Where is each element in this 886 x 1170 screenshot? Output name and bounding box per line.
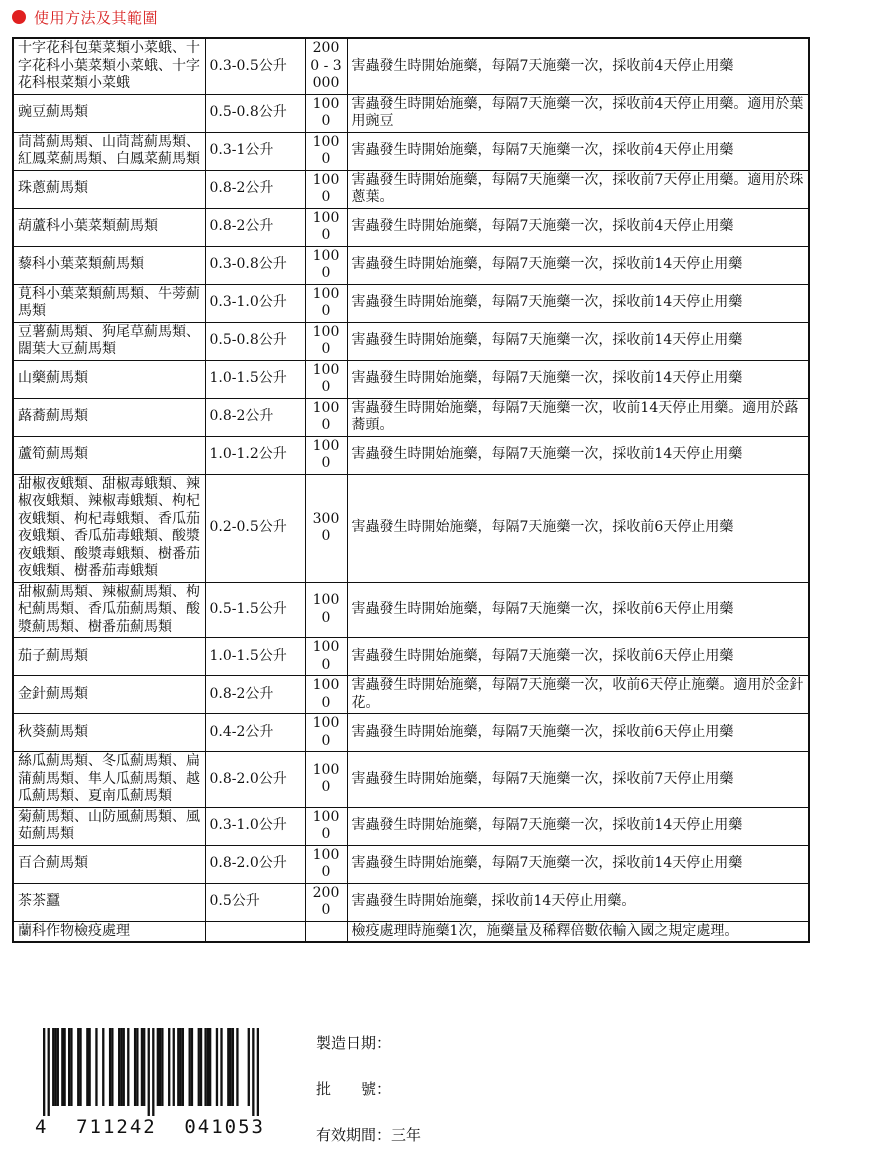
dilution-rate-cell: 1000 <box>305 845 347 883</box>
table-row <box>13 883 809 921</box>
dose-cell: 1.0-1.5公升 <box>205 638 305 676</box>
barcode-digit-right: 041053 <box>184 1116 265 1138</box>
crop-cell: 茶茶蠶 <box>13 883 205 921</box>
dilution-rate-cell: 1000 <box>305 807 347 845</box>
dose-cell: 0.8-2.0公升 <box>205 845 305 883</box>
barcode-bar <box>189 1028 191 1106</box>
barcode-bar <box>157 1028 159 1106</box>
method-cell: 害蟲發生時開始施藥，每隔7天施藥一次，採收前4天停止用藥。適用於葉用豌豆 <box>347 94 809 132</box>
barcode-bar <box>159 1028 161 1106</box>
dose-cell: 0.5-1.5公升 <box>205 582 305 638</box>
dilution-rate-cell: 1000 <box>305 208 347 246</box>
barcode-bar <box>109 1028 111 1106</box>
barcode-bar <box>79 1028 81 1106</box>
dose-cell: 0.3-1公升 <box>205 132 305 170</box>
dose-cell: 0.3-1.0公升 <box>205 807 305 845</box>
table-row <box>13 752 809 808</box>
barcode-bar <box>88 1028 90 1106</box>
dilution-rate-cell: 1000 <box>305 752 347 808</box>
dilution-rate-cell: 1000 <box>305 714 347 752</box>
table-row <box>13 398 809 436</box>
table-row <box>13 208 809 246</box>
dose-cell: 0.5公升 <box>205 883 305 921</box>
barcode-digit-lead: 4 <box>35 1116 49 1138</box>
dose-cell: 0.8-2公升 <box>205 398 305 436</box>
dose-cell: 1.0-1.5公升 <box>205 360 305 398</box>
table-row <box>13 474 809 582</box>
barcode-bar <box>61 1028 63 1106</box>
barcode-bar <box>63 1028 65 1106</box>
barcode-bar <box>152 1028 154 1116</box>
barcode-bar <box>216 1028 218 1106</box>
table-row <box>13 170 809 208</box>
dose-cell: 0.3-0.5公升 <box>205 38 305 94</box>
barcode-bar <box>48 1028 50 1116</box>
barcode-digits <box>35 1116 265 1138</box>
barcode-bar <box>220 1028 222 1106</box>
crop-cell: 菊薊馬類、山防風薊馬類、風茹薊馬類 <box>13 807 205 845</box>
barcode-bar <box>123 1028 125 1106</box>
table-row <box>13 676 809 714</box>
dilution-rate-cell: 1000 <box>305 638 347 676</box>
table-row <box>13 246 809 284</box>
barcode-bar <box>168 1028 170 1106</box>
product-info <box>316 1032 421 1170</box>
crop-cell: 茼蒿薊馬類、山茼蒿薊馬類、紅鳳菜薊馬類、白鳳菜薊馬類 <box>13 132 205 170</box>
barcode-bar <box>232 1028 234 1106</box>
crop-cell: 茄子薊馬類 <box>13 638 205 676</box>
barcode-bar <box>102 1028 104 1106</box>
table-row <box>13 284 809 322</box>
dilution-rate-cell: 2000 <box>305 883 347 921</box>
barcode-bar <box>229 1028 231 1106</box>
barcode-bar <box>118 1028 120 1106</box>
method-cell: 害蟲發生時開始施藥，每隔7天施藥一次，採收前6天停止用藥 <box>347 638 809 676</box>
crop-cell: 金針薊馬類 <box>13 676 205 714</box>
crop-cell: 珠蔥薊馬類 <box>13 170 205 208</box>
dose-cell <box>205 921 305 942</box>
method-cell: 害蟲發生時開始施藥，每隔7天施藥一次，採收前4天停止用藥 <box>347 38 809 94</box>
dilution-rate-cell: 1000 <box>305 246 347 284</box>
dose-cell: 0.3-0.8公升 <box>205 246 305 284</box>
barcode-bar <box>191 1028 193 1106</box>
barcode-bar <box>127 1028 129 1106</box>
dose-cell: 0.8-2公升 <box>205 208 305 246</box>
barcode-bar <box>54 1028 56 1106</box>
table-row <box>13 322 809 360</box>
method-cell: 害蟲發生時開始施藥，每隔7天施藥一次，收前14天停止用藥。適用於蕗蕎頭。 <box>347 398 809 436</box>
barcode-bar <box>204 1028 206 1106</box>
expiry-label: 有效期間： <box>316 1126 392 1144</box>
barcode <box>35 1028 265 1138</box>
method-cell: 害蟲發生時開始施藥，每隔7天施藥一次，採收前6天停止用藥 <box>347 474 809 582</box>
barcode-bar <box>161 1028 163 1106</box>
dose-cell: 1.0-1.2公升 <box>205 436 305 474</box>
barcode-digit-left: 711242 <box>76 1116 157 1138</box>
barcode-bar <box>198 1028 200 1106</box>
method-cell: 害蟲發生時開始施藥，每隔7天施藥一次，採收前4天停止用藥 <box>347 208 809 246</box>
barcode-bar <box>200 1028 202 1106</box>
barcode-bar <box>148 1028 150 1116</box>
crop-cell: 葫蘆科小葉菜類薊馬類 <box>13 208 205 246</box>
method-cell: 害蟲發生時開始施藥，每隔7天施藥一次，採收前6天停止用藥 <box>347 582 809 638</box>
method-cell: 害蟲發生時開始施藥，每隔7天施藥一次，採收前4天停止用藥 <box>347 132 809 170</box>
barcode-bar <box>207 1028 209 1106</box>
barcode-bar <box>252 1028 254 1116</box>
dose-cell: 0.5-0.8公升 <box>205 94 305 132</box>
barcode-bar <box>120 1028 122 1106</box>
bullet-dot-icon <box>12 10 26 24</box>
crop-cell: 十字花科包葉菜類小菜蛾、十字花科小葉菜類小菜蛾、十字花科根菜類小菜蛾 <box>13 38 205 94</box>
section-title: 使用方法及其範圍 <box>34 8 159 27</box>
barcode-bar <box>179 1028 181 1106</box>
barcode-bar <box>68 1028 70 1106</box>
table-row <box>13 436 809 474</box>
barcode-bar <box>134 1028 136 1106</box>
method-cell: 害蟲發生時開始施藥，每隔7天施藥一次，採收前14天停止用藥 <box>347 284 809 322</box>
crop-cell: 絲瓜薊馬類、冬瓜薊馬類、扁蒲薊馬類、隼人瓜薊馬類、越瓜薊馬類、夏南瓜薊馬類 <box>13 752 205 808</box>
barcode-bar <box>182 1028 184 1106</box>
method-cell: 害蟲發生時開始施藥，每隔7天施藥一次，採收前14天停止用藥 <box>347 807 809 845</box>
mfg-date-line <box>316 1032 421 1054</box>
crop-cell: 蘆筍薊馬類 <box>13 436 205 474</box>
method-cell: 害蟲發生時開始施藥，每隔7天施藥一次，採收前7天停止用藥。適用於珠蔥葉。 <box>347 170 809 208</box>
dilution-rate-cell: 2000 - 3000 <box>305 38 347 94</box>
dilution-rate-cell: 1000 <box>305 582 347 638</box>
method-cell: 害蟲發生時開始施藥，每隔7天施藥一次，採收前14天停止用藥 <box>347 322 809 360</box>
barcode-bar <box>57 1028 59 1106</box>
dilution-rate-cell: 1000 <box>305 398 347 436</box>
dilution-rate-cell: 1000 <box>305 284 347 322</box>
dose-cell: 0.8-2公升 <box>205 676 305 714</box>
method-cell: 害蟲發生時開始施藥，採收前14天停止用藥。 <box>347 883 809 921</box>
method-cell: 害蟲發生時開始施藥，每隔7天施藥一次，採收前6天停止用藥 <box>347 714 809 752</box>
table-row <box>13 360 809 398</box>
dose-cell: 0.2-0.5公升 <box>205 474 305 582</box>
batch-number-label: 批 號： <box>316 1080 392 1098</box>
crop-cell: 百合薊馬類 <box>13 845 205 883</box>
crop-cell: 甜椒薊馬類、辣椒薊馬類、枸杞薊馬類、香瓜茄薊馬類、酸漿薊馬類、樹番茄薊馬類 <box>13 582 205 638</box>
barcode-bars <box>43 1028 259 1116</box>
method-cell: 害蟲發生時開始施藥，每隔7天施藥一次，採收前14天停止用藥 <box>347 360 809 398</box>
dose-cell: 0.5-0.8公升 <box>205 322 305 360</box>
crop-cell: 蘭科作物檢疫處理 <box>13 921 205 942</box>
table-row <box>13 714 809 752</box>
method-cell: 害蟲發生時開始施藥，每隔7天施藥一次，採收前14天停止用藥 <box>347 246 809 284</box>
crop-cell: 秋葵薊馬類 <box>13 714 205 752</box>
method-cell: 害蟲發生時開始施藥，每隔7天施藥一次，採收前14天停止用藥 <box>347 845 809 883</box>
barcode-bar <box>257 1028 259 1116</box>
expiry-line <box>316 1124 421 1146</box>
barcode-bar <box>141 1028 143 1106</box>
method-cell: 害蟲發生時開始施藥，每隔7天施藥一次，收前6天停止施藥。適用於金針花。 <box>347 676 809 714</box>
barcode-bar <box>173 1028 175 1106</box>
crop-cell: 蕗蕎薊馬類 <box>13 398 205 436</box>
table-row <box>13 807 809 845</box>
barcode-bar <box>227 1028 229 1106</box>
barcode-bar <box>177 1028 179 1106</box>
table-row <box>13 845 809 883</box>
table-row <box>13 38 809 94</box>
table-row <box>13 921 809 942</box>
dilution-rate-cell: 3000 <box>305 474 347 582</box>
barcode-bar <box>70 1028 72 1106</box>
mfg-date-label: 製造日期： <box>316 1034 392 1052</box>
dilution-rate-cell <box>305 921 347 942</box>
barcode-bar <box>209 1028 211 1106</box>
barcode-bar <box>52 1028 54 1106</box>
barcode-bar <box>143 1028 145 1106</box>
barcode-bar <box>111 1028 113 1106</box>
barcode-bar <box>77 1028 79 1106</box>
dilution-rate-cell: 1000 <box>305 360 347 398</box>
method-cell: 檢疫處理時施藥1次，施藥量及稀釋倍數依輸入國之規定處理。 <box>347 921 809 942</box>
crop-cell: 甜椒夜蛾類、甜椒毒蛾類、辣椒夜蛾類、辣椒毒蛾類、枸杞夜蛾類、枸杞毒蛾類、香瓜茄夜蛾類、香瓜茄毒蛾類、酸漿夜蛾類、酸漿毒蛾類、樹番茄夜蛾類、樹番茄毒蛾類 <box>13 474 205 582</box>
dilution-rate-cell: 1000 <box>305 132 347 170</box>
method-cell: 害蟲發生時開始施藥，每隔7天施藥一次，採收前7天停止用藥 <box>347 752 809 808</box>
expiry-value: 三年 <box>391 1126 422 1144</box>
table-row <box>13 582 809 638</box>
crop-cell: 豆薯薊馬類、狗尾草薊馬類、闊葉大豆薊馬類 <box>13 322 205 360</box>
barcode-bar <box>136 1028 138 1106</box>
crop-cell: 豌豆薊馬類 <box>13 94 205 132</box>
barcode-bar <box>95 1028 97 1106</box>
barcode-bar <box>43 1028 45 1116</box>
table-row <box>13 638 809 676</box>
batch-number-line <box>316 1078 421 1100</box>
dose-cell: 0.3-1.0公升 <box>205 284 305 322</box>
crop-cell: 莧科小葉菜類薊馬類、牛蒡薊馬類 <box>13 284 205 322</box>
crop-cell: 山藥薊馬類 <box>13 360 205 398</box>
section-header <box>12 6 158 28</box>
dose-cell: 0.4-2公升 <box>205 714 305 752</box>
table-row <box>13 94 809 132</box>
barcode-bar <box>248 1028 250 1106</box>
table-row <box>13 132 809 170</box>
dose-cell: 0.8-2公升 <box>205 170 305 208</box>
dose-cell: 0.8-2.0公升 <box>205 752 305 808</box>
usage-table <box>12 37 810 943</box>
barcode-bar <box>236 1028 238 1106</box>
dilution-rate-cell: 1000 <box>305 676 347 714</box>
barcode-bar <box>86 1028 88 1106</box>
dilution-rate-cell: 1000 <box>305 436 347 474</box>
crop-cell: 藜科小葉菜類薊馬類 <box>13 246 205 284</box>
dilution-rate-cell: 1000 <box>305 170 347 208</box>
dilution-rate-cell: 1000 <box>305 322 347 360</box>
dilution-rate-cell: 1000 <box>305 94 347 132</box>
method-cell: 害蟲發生時開始施藥，每隔7天施藥一次，採收前14天停止用藥 <box>347 436 809 474</box>
